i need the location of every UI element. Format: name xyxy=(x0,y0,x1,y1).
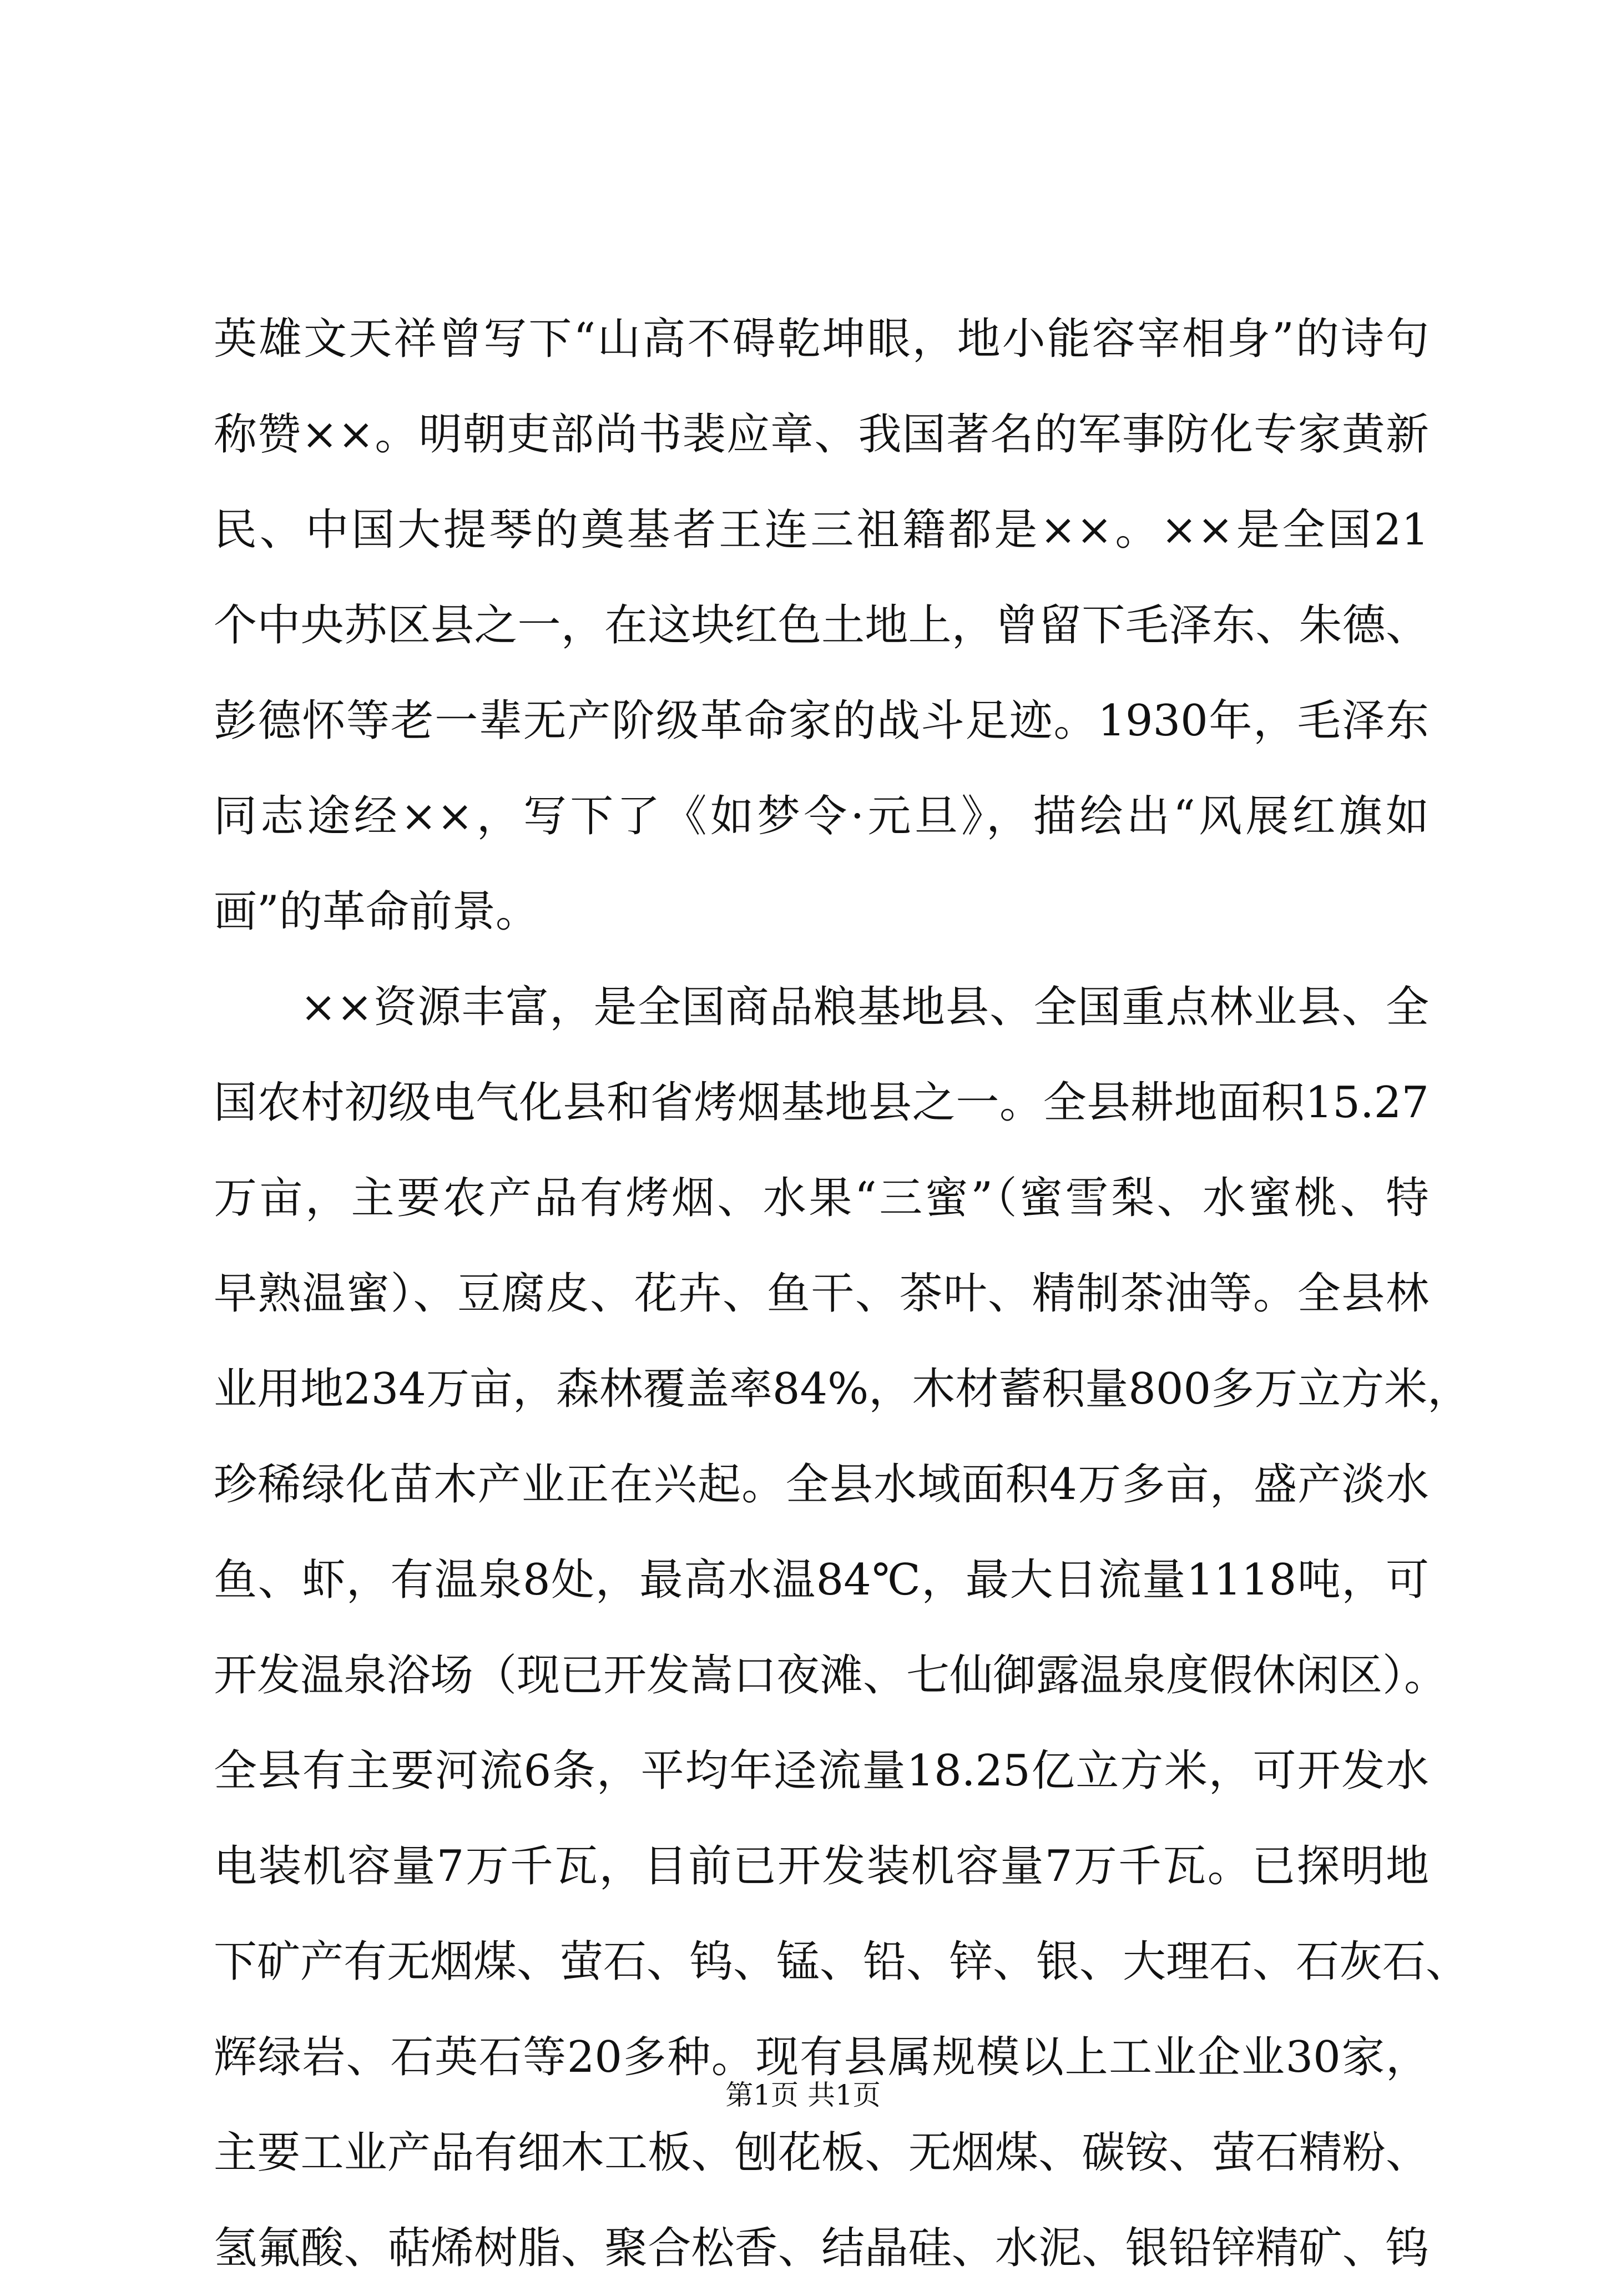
text-line: 下矿产有无烟煤、萤石、钨、锰、铅、锌、银、大理石、石灰石、 xyxy=(214,1937,1469,1987)
text-line: 个中央苏区县之一，在这块红色土地上，曾留下毛泽东、朱德、 xyxy=(214,601,1429,650)
page-number-footer: 第1页 共1页 xyxy=(725,2079,881,2111)
text-line: 英雄文天祥曾写下“山高不碍乾坤眼，地小能容宰相身”的诗句 xyxy=(214,314,1429,364)
text-line: 称赞××。明朝吏部尚书裴应章、我国著名的军事防化专家黄新 xyxy=(214,410,1429,460)
text-line: 彭德怀等老一辈无产阶级革命家的战斗足迹。1930年，毛泽东 xyxy=(214,696,1429,746)
text-line: 电装机容量7万千瓦，目前已开发装机容量7万千瓦。已探明地 xyxy=(214,1841,1429,1891)
text-line: 主要工业产品有细木工板、刨花板、无烟煤、碳铵、萤石精粉、 xyxy=(214,2128,1429,2178)
text-line: 氢氟酸、萜烯树脂、聚合松香、结晶硅、水泥、银铅锌精矿、钨 xyxy=(214,2223,1429,2273)
paragraph-first-line: ××资源丰富，是全国商品粮基地县、全国重点林业县、全 xyxy=(300,982,1429,1032)
text-line: 珍稀绿化苗木产业正在兴起。全县水域面积4万多亩，盛产淡水 xyxy=(214,1460,1429,1510)
text-line: 国农村初级电气化县和省烤烟基地县之一。全县耕地面积15.27 xyxy=(214,1078,1429,1128)
text-line: 万亩，主要农产品有烤烟、水果“三蜜”（蜜雪梨、水蜜桃、特 xyxy=(214,1173,1429,1223)
text-line: 业用地234万亩，森林覆盖率84%，木材蓄积量800多万立方米， xyxy=(214,1364,1471,1414)
text-line: 画”的革命前景。 xyxy=(214,887,539,937)
text-line: 开发温泉浴场（现已开发嵩口夜滩、七仙御露温泉度假休闲区）。 xyxy=(214,1651,1448,1700)
text-line: 早熟温蜜）、豆腐皮、花卉、鱼干、茶叶、精制茶油等。全县林 xyxy=(214,1269,1429,1319)
text-line: 民、中国大提琴的奠基者王连三祖籍都是××。××是全国21 xyxy=(214,505,1429,555)
text-line: 全县有主要河流6条，平均年迳流量18.25亿立方米，可开发水 xyxy=(214,1746,1429,1796)
text-line: 鱼、虾，有温泉8处，最高水温84℃，最大日流量1118吨，可 xyxy=(214,1555,1429,1605)
document-body xyxy=(214,291,1471,2296)
text-line: 辉绿岩、石英石等20多种。现有县属规模以上工业企业30家， xyxy=(214,2032,1429,2082)
text-line: 同志途经××，写下了《如梦令·元旦》，描绘出“风展红旗如 xyxy=(214,791,1429,841)
